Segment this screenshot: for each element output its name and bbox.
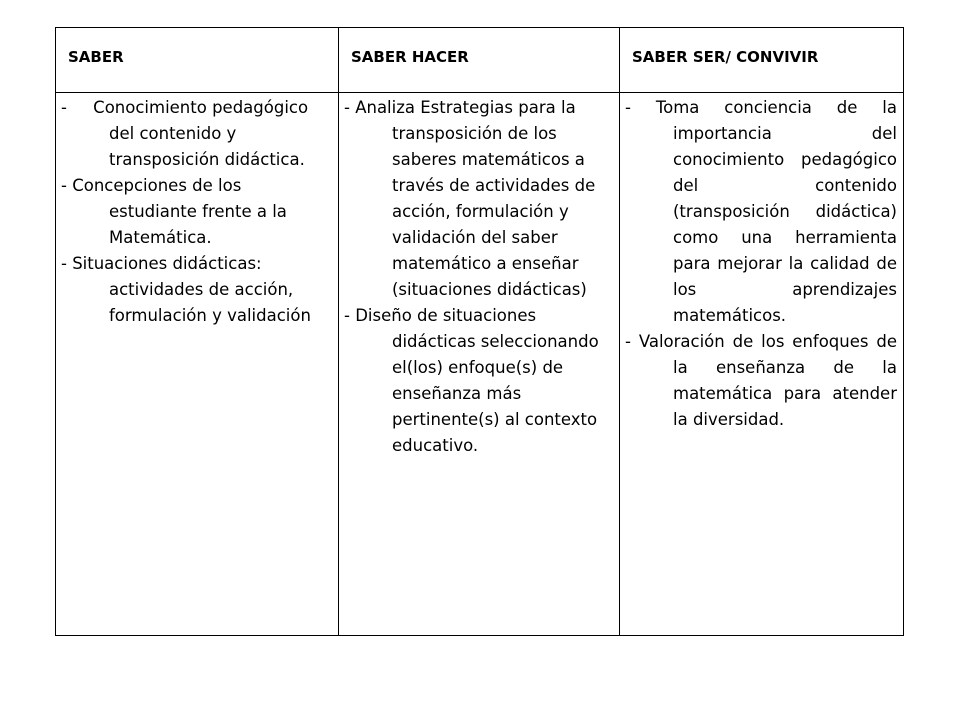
saber-item: - Conocimiento pedagógico del contenido y transposición didáctica.	[61, 98, 314, 169]
competencies-table	[55, 27, 904, 636]
header-row	[56, 28, 904, 93]
saber-ser-list	[620, 93, 903, 433]
saber-item: - Situaciones didácticas: actividades de acción, formulación y validación	[61, 254, 311, 325]
saber-ser-item: - Toma conciencia de la importancia del conocimiento pedagógico del contenido (transposición didáctica) como una herramienta para mejorar la calidad de los aprendizajes matemáticos.	[625, 98, 897, 325]
saber-ser-cell	[620, 93, 904, 636]
saber-ser-item: - Valoración de los enfoques de la enseñanza de la matemática para atender la diversidad.	[625, 332, 897, 429]
saber-hacer-item: - Diseño de situaciones didácticas seleccionando el(los) enfoque(s) de enseñanza más pertinente(s) al contexto educativo.	[344, 306, 599, 455]
content-row	[56, 93, 904, 636]
header-cell-saber	[56, 28, 339, 93]
saber-hacer-list	[339, 93, 619, 459]
header-cell-saber-ser	[620, 28, 904, 93]
header-saber-ser: SABER SER/ CONVIVIR	[632, 48, 819, 66]
saber-cell	[56, 93, 339, 636]
saber-list	[56, 93, 338, 329]
header-saber-hacer: SABER HACER	[351, 48, 469, 66]
saber-hacer-item: - Analiza Estrategias para la transposición de los saberes matemáticos a través de actividades de acción, formulación y validación del saber matemático a enseñar (situaciones didácticas)	[344, 98, 596, 299]
header-cell-saber-hacer	[339, 28, 620, 93]
header-saber: SABER	[68, 48, 124, 66]
saber-hacer-cell	[339, 93, 620, 636]
saber-item: - Concepciones de los estudiante frente a la Matemática.	[61, 176, 287, 247]
